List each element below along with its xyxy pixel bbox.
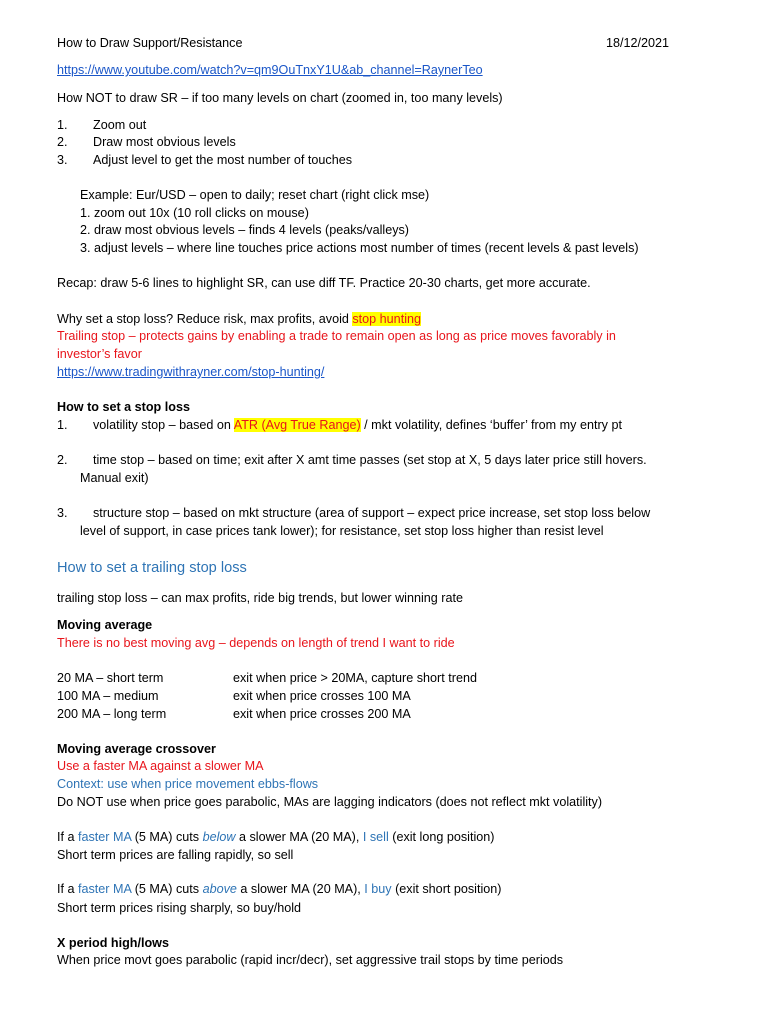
ma-row-label: 100 MA – medium [57,689,159,703]
ma-row-rule: exit when price crosses 100 MA [233,689,411,703]
faster-ma-term: faster MA [78,882,132,896]
step-text: Zoom out [93,118,147,132]
rule-text: (exit long position) [388,830,495,844]
trailing-stop-definition-cont: investor’s favor [57,347,142,361]
stop-loss-why [57,311,421,327]
video-link[interactable]: https://www.youtube.com/watch?v=qm9OuTnxY1U&ab_channel=RaynerTeo [57,63,483,77]
recap-text: Recap: draw 5-6 lines to highlight SR, can use diff TF. Practice 20-30 charts, get more accurate. [57,276,591,290]
example-line: 3. adjust levels – where line touches price actions most number of times (recent levels & past levels) [80,241,639,255]
rule-text: (exit short position) [391,882,502,896]
stop-item-time-cont: Manual exit) [80,471,149,485]
action-term: I sell [362,830,389,844]
example-line: 1. zoom out 10x (10 roll clicks on mouse) [80,206,309,220]
rule-text: (5 MA) cuts [131,830,203,844]
trailing-stop-definition: Trailing stop – protects gains by enabling a trade to remain open as long as price moves favorably in [57,329,616,343]
trailing-stop-heading: How to set a trailing stop loss [57,560,247,576]
trailing-stop-description: trailing stop loss – can max profits, ride big trends, but lower winning rate [57,591,463,605]
crossover-buy-rule [57,881,501,897]
x-period-heading: X period high/lows [57,936,169,950]
crossover-heading: Moving average crossover [57,742,216,756]
ma-row-rule: exit when price > 20MA, capture short trend [233,671,477,685]
stop-item-structure: structure stop – based on mkt structure (area of support – expect price increase, set stop loss below [93,506,651,520]
stop-loss-why-text: Why set a stop loss? Reduce risk, max profits, avoid [57,312,353,326]
stop-item-text: volatility stop – based on [93,418,234,432]
faster-ma-term: faster MA [78,830,132,844]
stop-item-number: 1. [57,418,68,432]
ma-row-rule: exit when price crosses 200 MA [233,707,411,721]
step-text: Draw most obvious levels [93,135,236,149]
stop-hunting-link[interactable]: https://www.tradingwithrayner.com/stop-hunting/ [57,365,325,379]
moving-average-heading: Moving average [57,618,153,632]
step-text: Adjust level to get the most number of touches [93,153,353,167]
direction-term: above [202,882,237,896]
atr-highlight: ATR (Avg True Range) [233,418,361,432]
rule-text: a slower MA (20 MA), [236,882,365,896]
action-term: I buy [364,882,392,896]
crossover-warning: Do NOT use when price goes parabolic, MAs are lagging indicators (does not reflect mkt volatility) [57,795,603,809]
rule-text: (5 MA) cuts [131,882,203,896]
rule-text: a slower MA (20 MA), [235,830,363,844]
crossover-sell-explanation: Short term prices are falling rapidly, so sell [57,848,294,862]
ma-row-label: 20 MA – short term [57,671,164,685]
stop-item-number: 2. [57,453,68,467]
document-date: 18/12/2021 [606,36,670,50]
x-period-text: When price movt goes parabolic (rapid incr/decr), set aggressive trail stops by time periods [57,953,564,967]
stop-item-text: / mkt volatility, defines ‘buffer’ from my entry pt [360,418,622,432]
crossover-buy-explanation: Short term prices rising sharply, so buy/hold [57,901,302,915]
ma-row-label: 200 MA – long term [57,707,167,721]
example-line: Example: Eur/USD – open to daily; reset chart (right click mse) [80,188,430,202]
rule-text: If a [57,882,78,896]
rule-text: If a [57,830,78,844]
stop-item-volatility [93,417,622,433]
stop-hunting-highlight: stop hunting [352,312,421,326]
stop-item-structure-cont: level of support, in case prices tank lower); for resistance, set stop loss higher than resist level [80,524,604,538]
stop-item-time: time stop – based on time; exit after X amt time passes (set stop at X, 5 days later price still hovers. [93,453,647,467]
example-line: 2. draw most obvious levels – finds 4 levels (peaks/valleys) [80,223,409,237]
moving-average-note: There is no best moving avg – depends on length of trend I want to ride [57,636,455,650]
crossover-sell-rule [57,829,494,845]
direction-term: below [202,830,236,844]
section-heading: How to set a stop loss [57,400,190,414]
how-not-text: How NOT to draw SR – if too many levels on chart (zoomed in, too many levels) [57,91,503,105]
document-title: How to Draw Support/Resistance [57,36,243,50]
step-number: 1. [57,118,68,132]
crossover-red-note: Use a faster MA against a slower MA [57,759,264,773]
stop-item-number: 3. [57,506,68,520]
step-number: 3. [57,153,68,167]
crossover-context: Context: use when price movement ebbs-flows [57,777,319,791]
step-number: 2. [57,135,68,149]
